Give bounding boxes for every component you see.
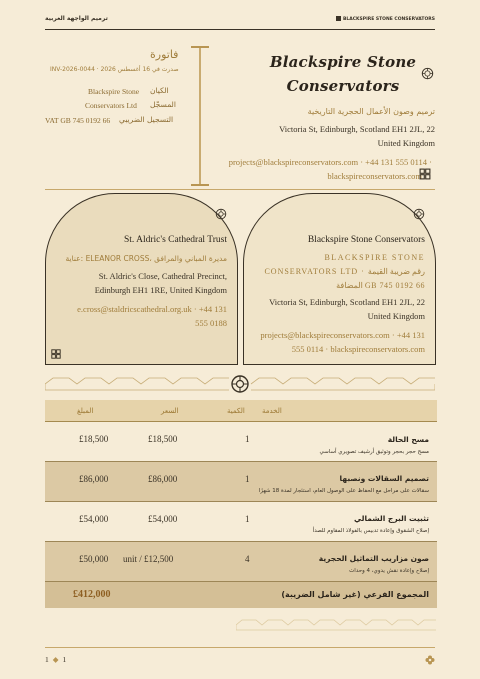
table-row [45,542,437,582]
row-amount: £54,000 [79,514,109,524]
seal-icon [421,67,434,80]
square-icon [336,16,341,21]
header-qty: الكمية [227,407,245,415]
invoice-title: فاتورة [150,48,179,61]
row-description: صون مزاريب التماثيل الحجرية إصلاح وإعادة نقش يدوي، 4 وحدات [318,554,429,574]
row-amount: £86,000 [79,474,109,484]
row-qty: 1 [245,514,250,524]
invoice-number-date: INV-2026-0044 · صدرت في 16 أغسطس 2026 [50,66,179,73]
supplier-legal: BLACKSPIRE STONE CONSERVATORS LTD · رقم ضريبة القيمة المضافة GB 745 0192 66 [264,253,425,290]
row-description: مسح الحالة مسح حجر بحجر وتوثيق أرشيف تصويري أساسي [319,435,429,455]
header-rule [45,189,435,190]
client-attention: عناية: ELEANOR CROSS، مديرة المباني والمرافق [65,254,227,263]
project-label: ترميم الواجهة الغربية [45,15,108,22]
row-amount: £18,500 [79,434,109,444]
tax-label: التسجيل الضريبي [119,115,174,124]
row-price: unit / £12,500 [123,554,174,564]
flower-icon [425,655,435,665]
registered-value: Conservators Ltd [85,101,137,110]
row-price: £18,500 [148,434,178,444]
footer-rule [45,647,435,648]
row-description: تثبيت البرج الشمالي إصلاح الشقوق وإعادة تدبيس بالفولاذ المقاوم للصدأ [312,514,429,534]
row-amount: £50,000 [79,554,109,564]
subtotal-row [45,582,437,608]
row-description: تصميم السقالات ونصبها سقالات على مراحل مع الحفاظ على الوصول العام، استئجار لمدة 18 شهرًا [258,474,429,494]
row-qty: 1 [245,474,250,484]
seal-icon [413,208,425,220]
top-strip [45,14,435,30]
seal-icon [215,208,227,220]
header-amount: المبلغ [77,407,94,415]
row-price: £86,000 [148,474,178,484]
subtotal-label: المجموع الفرعي (غير شامل الضريبة) [281,590,429,599]
line-items-table [45,400,437,608]
company-header-label: BLACKSPIRE STONE CONSERVATORS [333,16,435,22]
row-price: £54,000 [148,514,178,524]
table-header [45,400,437,422]
table-row [45,462,437,502]
table-row [45,422,437,462]
subtotal-value: £412,000 [73,589,111,600]
knot-icon [50,348,62,360]
supplier-address: Victoria St, Edinburgh, Scotland EH1 2JL, 22 United Kingdom [269,297,425,321]
ornament-band-small [236,618,436,632]
tax-value: VAT GB 745 0192 66 [45,116,111,125]
rosette-icon [232,376,248,392]
client-contact: e.cross@staldricscathedral.org.uk · +44 131 555 0188 [77,304,227,328]
ornament-band [45,374,435,394]
company-logo-name: Blackspire Stone Conservators [269,53,417,95]
supplier-contact: projects@blackspireconservators.com · +44 131 555 0114 · blackspireconservators.com [260,330,425,354]
company-tagline: ترميم وصون الأعمال الحجرية التاريخية [307,107,435,116]
company-address: Victoria St, Edinburgh, Scotland EH1 2JL, 22 United Kingdom [279,124,435,148]
row-qty: 4 [245,554,250,564]
from-card [243,193,436,365]
row-qty: 1 [245,434,250,444]
client-address: St. Aldric's Close, Cathedral Precinct, Edinburgh EH1 1RE, United Kingdom [94,271,227,295]
header-service: الخدمة [262,407,282,415]
entity-value: Blackspire Stone [88,87,140,96]
table-row [45,502,437,542]
supplier-name: Blackspire Stone Conservators [307,235,425,245]
page-indicator: 1 ◆ 1 [45,655,67,664]
header-price: السعر [161,407,179,415]
client-name: St. Aldric's Cathedral Trust [123,235,227,245]
company-contact: projects@blackspireconservators.com · +44 131 555 0114 · blackspireconservators.com [228,157,432,181]
knot-icon [418,167,432,181]
diamond-icon: ◆ [52,655,59,664]
registered-label: المسجّل [150,100,176,109]
entity-label: الكيان [150,86,169,95]
bill-to-card [45,193,238,365]
